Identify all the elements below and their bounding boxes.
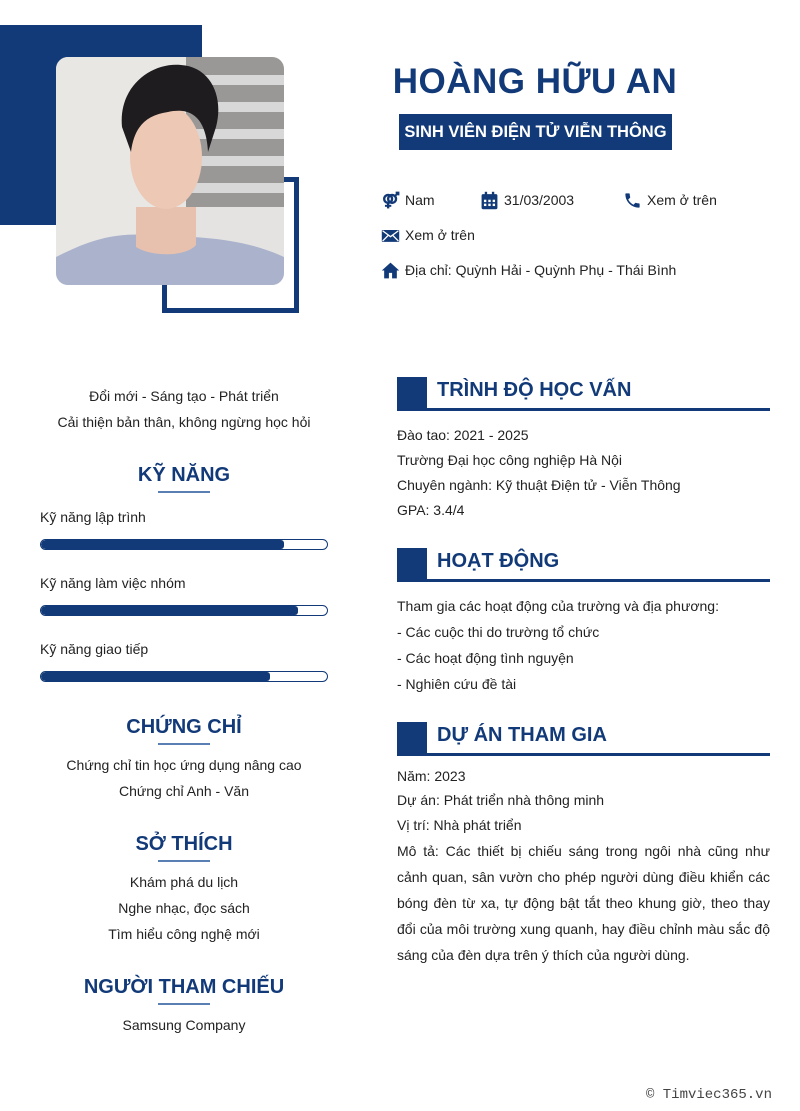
calendar-icon	[479, 190, 499, 210]
reference-item: Samsung Company	[122, 1017, 246, 1033]
project-name: Dự án: Phát triển nhà thông minh	[397, 792, 605, 808]
phone-value[interactable]: Xem ở trên	[647, 192, 717, 208]
projects-section-header	[397, 722, 770, 756]
references-heading-rule	[158, 1003, 210, 1005]
contact-gender	[380, 190, 435, 210]
contact-address	[380, 260, 676, 280]
certificate-item: Chứng chỉ tin học ứng dụng nâng cao	[66, 757, 302, 773]
education-line: Trường Đại học công nghiệp Hà Nội	[397, 452, 623, 468]
certificates-heading-rule	[158, 743, 210, 745]
hobby-item: Tìm hiểu công nghệ mới	[108, 926, 260, 942]
contact-birthday	[479, 190, 574, 210]
education-section-header	[397, 377, 770, 411]
activities-heading: HOẠT ĐỘNG	[437, 550, 560, 572]
section-marker	[397, 548, 427, 579]
job-title-badge: SINH VIÊN ĐIỆN TỬ VIỄN THÔNG	[399, 114, 672, 150]
projects-heading: DỰ ÁN THAM GIA	[437, 724, 607, 746]
envelope-icon	[380, 225, 400, 245]
project-year: Năm: 2023	[397, 768, 466, 784]
skill-progress-bar	[40, 605, 328, 616]
home-icon	[380, 260, 400, 280]
hobbies-heading-rule	[158, 860, 210, 862]
skills-heading: KỸ NĂNG	[137, 464, 231, 486]
contact-phone	[622, 190, 717, 210]
skill-label: Kỹ năng làm việc nhóm	[40, 575, 186, 591]
project-description: Mô tả: Các thiết bị chiếu sáng trong ngôi nhà cũng như cảnh quan, sân vườn cho phép người dùng điều khiển các bóng đèn từ xa, tự động bật tắt theo khung giờ, theo thay đổi của môi trường xung quanh, hay điều chỉnh màu sắc độ sáng của đèn dựa trên ý thích của người dùng.	[397, 843, 770, 963]
education-line: Chuyên ngành: Kỹ thuật Điện tử - Viễn Thông	[397, 477, 681, 493]
profile-photo	[56, 57, 284, 285]
birthday-value: 31/03/2003	[504, 192, 575, 208]
section-marker	[397, 377, 427, 408]
motto-line-2: Cải thiện bản thân, không ngừng học hỏi	[57, 414, 311, 430]
certificate-item: Chứng chỉ Anh - Văn	[118, 783, 249, 799]
references-heading: NGƯỜI THAM CHIẾU	[83, 976, 285, 998]
hobby-item: Khám phá du lịch	[129, 874, 239, 890]
education-heading: TRÌNH ĐỘ HỌC VẤN	[437, 379, 632, 401]
section-marker	[397, 722, 427, 753]
hobbies-heading: SỞ THÍCH	[135, 833, 233, 855]
activity-line: - Các cuộc thi do trường tổ chức	[397, 624, 600, 640]
address-value: Địa chỉ: Quỳnh Hải - Quỳnh Phụ - Thái Bình	[405, 262, 677, 278]
skill-progress-fill	[41, 540, 284, 549]
activity-line: Tham gia các hoạt động của trường và địa phương:	[397, 598, 719, 614]
contact-email	[380, 225, 475, 245]
skill-label: Kỹ năng giao tiếp	[40, 641, 149, 657]
skill-progress-bar	[40, 671, 328, 682]
candidate-name: HOÀNG HỮU AN	[392, 62, 678, 101]
education-line: GPA: 3.4/4	[397, 502, 465, 518]
skill-progress-bar	[40, 539, 328, 550]
activities-section-header	[397, 548, 770, 582]
activity-line: - Các hoạt động tình nguyện	[397, 650, 574, 666]
gender-value: Nam	[405, 192, 435, 208]
skill-label: Kỹ năng lập trình	[40, 509, 146, 525]
education-line: Đào tao: 2021 - 2025	[397, 427, 529, 443]
skill-progress-fill	[41, 606, 298, 615]
motto-line-1: Đổi mới - Sáng tạo - Phát triển	[89, 388, 279, 404]
portrait-image	[56, 57, 284, 285]
phone-icon	[622, 190, 642, 210]
skill-progress-fill	[41, 672, 270, 681]
activity-line: - Nghiên cứu đề tài	[397, 676, 517, 692]
certificates-heading: CHỨNG CHỈ	[126, 716, 242, 738]
gender-icon	[380, 190, 400, 210]
copyright-footer: © Timviec365.vn	[645, 1087, 772, 1103]
project-role: Vị trí: Nhà phát triển	[397, 817, 522, 833]
hobby-item: Nghe nhạc, đọc sách	[118, 900, 250, 916]
skills-heading-rule	[158, 491, 210, 493]
email-value[interactable]: Xem ở trên	[405, 227, 475, 243]
